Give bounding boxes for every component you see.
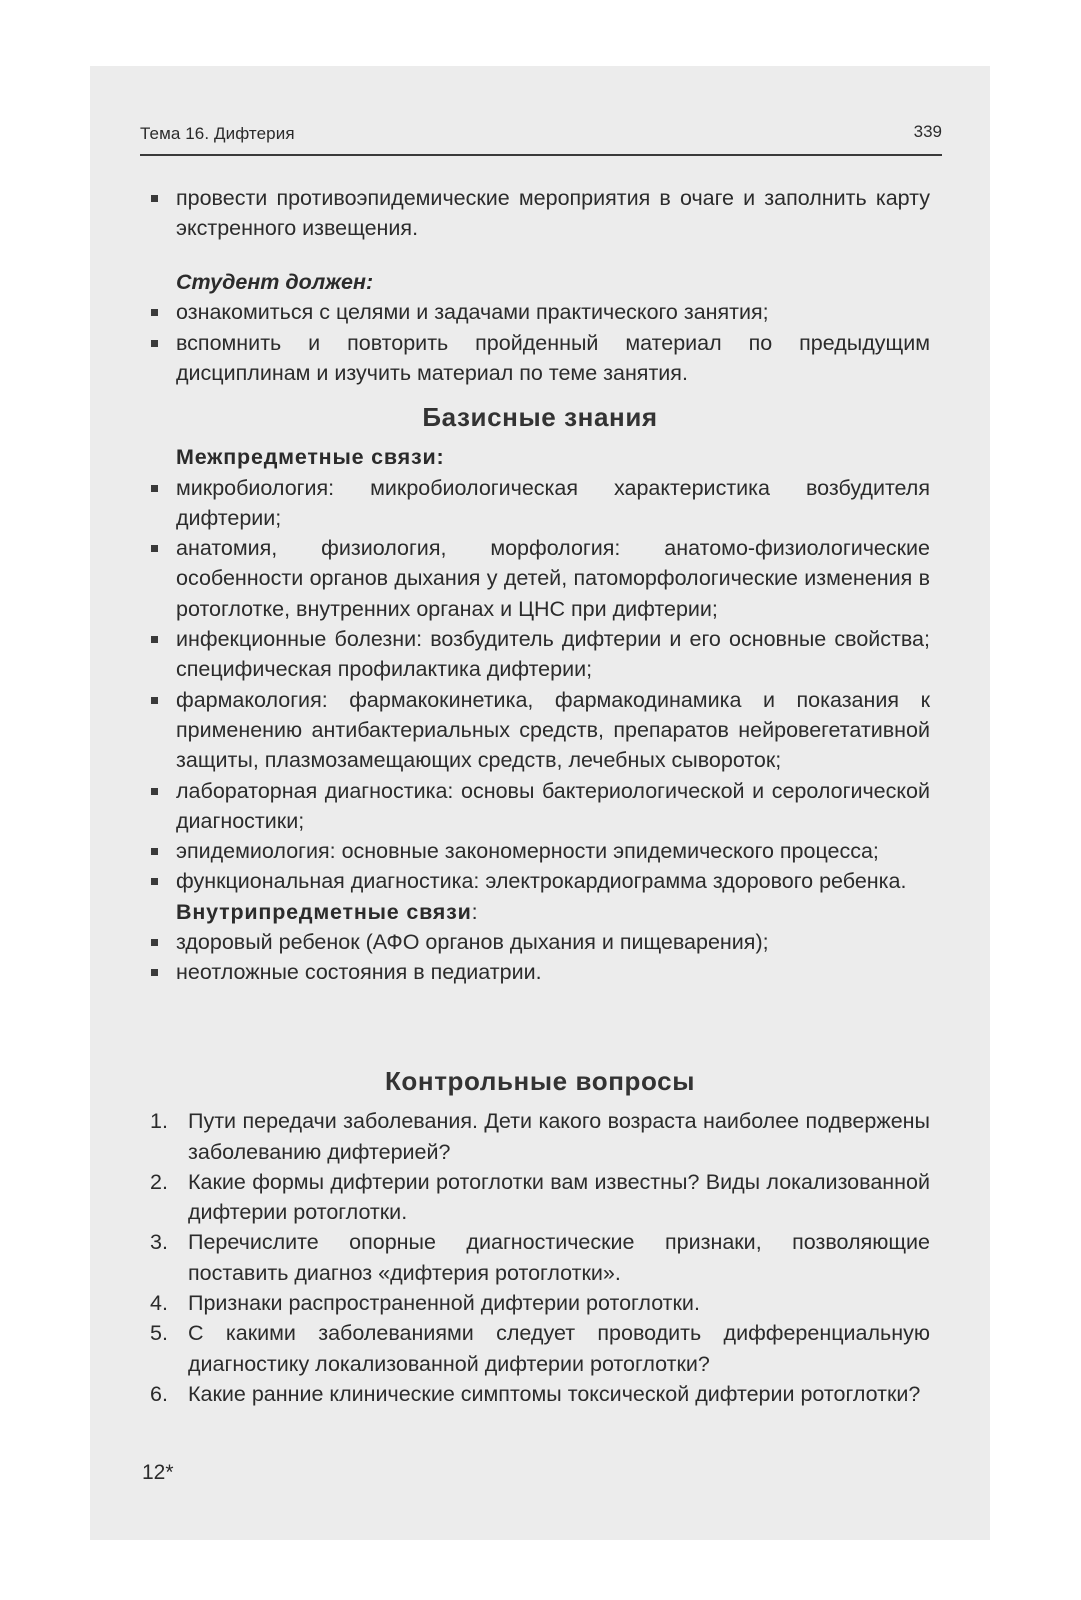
question-text: С какими заболеваниями следует проводить дифференциальную диагностику локализованной дифтерии ротоглотки? <box>188 1321 930 1376</box>
list-item: фармакология: фармакокинетика, фармакодинамика и показания к применению антибактериальных средств, препаратов нейровегетативной защиты, плазмозамещающих средств, лечебных сывороток; <box>150 685 930 776</box>
control-questions-title: Контрольные вопросы <box>384 1066 696 1096</box>
student-task-list <box>150 297 930 388</box>
question-item <box>150 1167 930 1228</box>
question-number: 4. <box>150 1291 168 1316</box>
intra-subject-heading: Внутрипредметные связи: <box>176 899 479 924</box>
list-item: микробиология: микробиологическая характеристика возбудителя дифтерии; <box>150 473 930 534</box>
question-number: 5. <box>150 1321 168 1346</box>
question-item <box>150 1288 930 1318</box>
list-item: лабораторная диагностика: основы бактериологической и серологической диагностики; <box>150 776 930 837</box>
basic-knowledge-block <box>150 402 930 988</box>
list-item: инфекционные болезни: возбудитель дифтерии и его основные свойства; специфическая профилактика дифтерии; <box>150 624 930 685</box>
question-item <box>150 1379 930 1409</box>
question-text: Какие ранние клинические симптомы токсической дифтерии ротоглотки? <box>188 1381 921 1406</box>
list-item: вспомнить и повторить пройденный материал по предыдущим дисциплинам и изучить материал по теме занятия. <box>150 328 930 389</box>
control-questions-block <box>150 1066 930 1409</box>
control-questions-list <box>150 1106 930 1409</box>
inter-subject-list <box>150 473 930 897</box>
list-item: неотложные состояния в педиатрии. <box>150 957 930 987</box>
list-item: анатомия, физиология, морфология: анатомо-физиологические особенности органов дыхания у детей, патоморфологические изменения в ротоглотке, внутренних органах и ЦНС при дифтерии; <box>150 533 930 624</box>
question-item <box>150 1227 930 1288</box>
page-number: 339 <box>913 122 942 141</box>
list-item: эпидемиология: основные закономерности эпидемического процесса; <box>150 836 930 866</box>
question-number: 3. <box>150 1230 168 1255</box>
question-text: Какие формы дифтерии ротоглотки вам известны? Виды локализованной дифтерии ротоглотки. <box>188 1169 930 1225</box>
question-text: Признаки распространенной дифтерии ротоглотки. <box>188 1291 700 1316</box>
student-block <box>150 259 930 388</box>
inter-subject-heading: Межпредметные связи: <box>176 445 445 470</box>
intra-subject-list <box>150 927 930 988</box>
list-item: функциональная диагностика: электрокардиограмма здорового ребенка. <box>150 866 930 896</box>
signature-mark: 12* <box>142 1461 174 1484</box>
basic-knowledge-title: Базисные знания <box>422 402 658 432</box>
intro-block <box>150 183 930 244</box>
book-page <box>90 66 990 1540</box>
question-item <box>150 1318 930 1379</box>
intro-bullet-list <box>150 183 930 244</box>
list-item: ознакомиться с целями и задачами практического занятия; <box>150 297 930 327</box>
page-header <box>140 118 942 156</box>
running-title: Тема 16. Дифтерия <box>140 124 295 143</box>
question-number: 2. <box>150 1169 168 1194</box>
question-number: 6. <box>150 1381 168 1406</box>
question-number: 1. <box>150 1109 168 1134</box>
list-item: провести противоэпидемические мероприятия в очаге и заполнить карту экстренного извещения. <box>150 183 930 244</box>
question-item <box>150 1106 930 1167</box>
student-heading: Студент должен: <box>176 270 374 294</box>
question-text: Перечислите опорные диагностические признаки, позволяющие поставить диагноз «дифтерия ротоглотки». <box>188 1230 930 1285</box>
question-text: Пути передачи заболевания. Дети какого возраста наиболее подвержены заболеванию дифтерией? <box>188 1109 930 1164</box>
list-item: здоровый ребенок (АФО органов дыхания и пищеварения); <box>150 927 930 957</box>
inter-subject-heading-text: Межпредметные связи <box>176 445 437 470</box>
intra-subject-heading-text: Внутрипредметные связи <box>176 899 472 924</box>
